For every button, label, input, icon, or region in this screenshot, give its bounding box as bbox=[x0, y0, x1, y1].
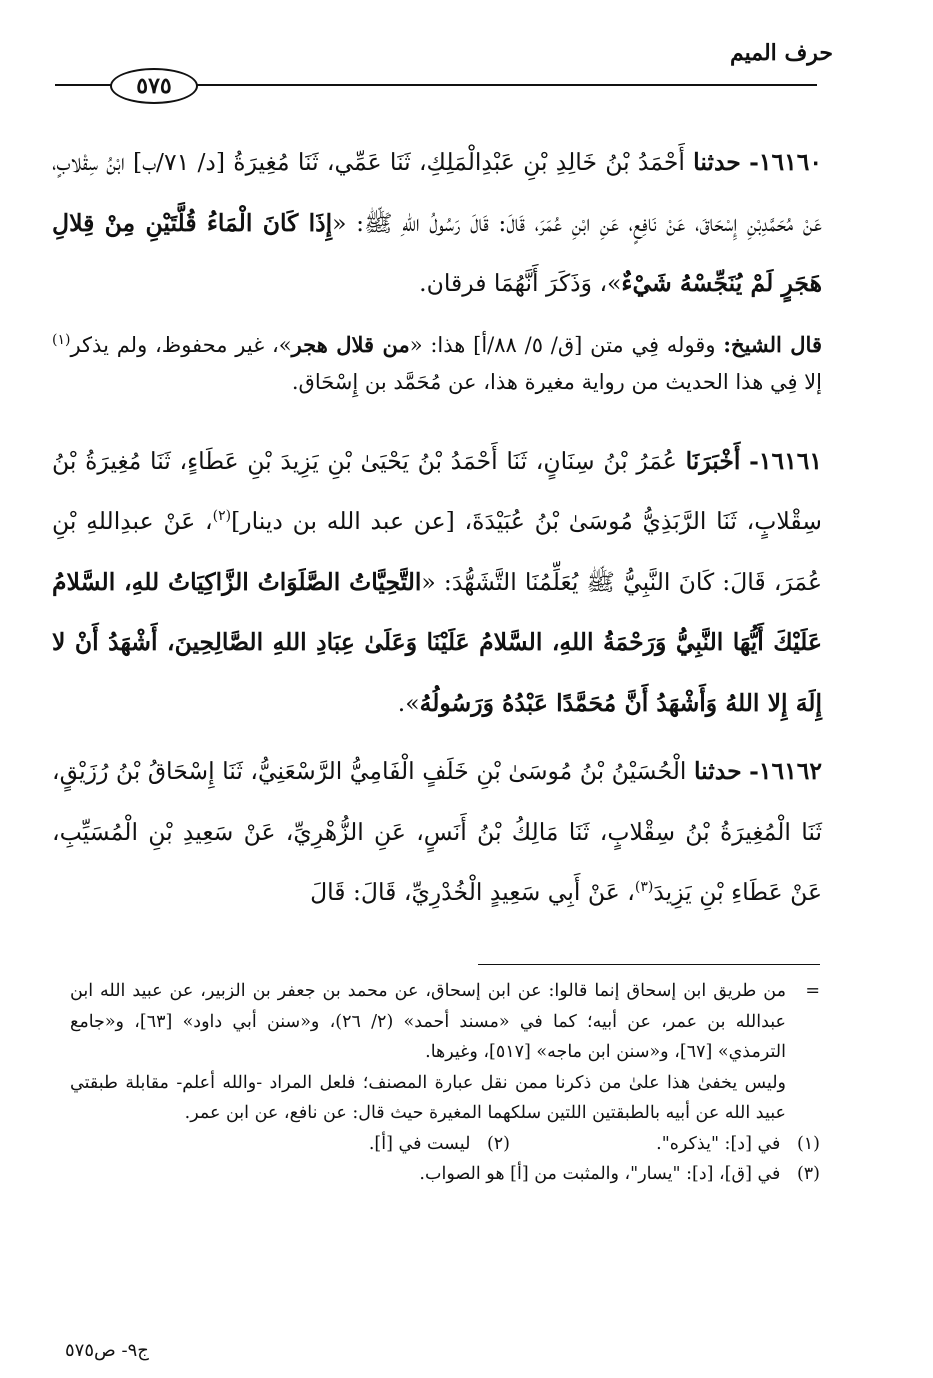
footnote-ref-3[interactable]: (٣) bbox=[634, 879, 654, 896]
hadith-number: ١٦١٦١- bbox=[749, 446, 822, 475]
hadith-number: ١٦١٦٠- bbox=[749, 148, 822, 176]
sheikh-note bbox=[52, 326, 822, 401]
sheikh-label: قال الشيخ: bbox=[723, 331, 822, 357]
running-title: حرف الميم bbox=[729, 40, 833, 66]
footnote-1-text: في [د]: "يذكره". bbox=[656, 1133, 781, 1154]
continuation-mark: = bbox=[805, 981, 820, 1001]
transmission-term: حدثنا bbox=[693, 148, 741, 176]
footnote-1 bbox=[510, 1129, 820, 1160]
page-number-badge: ٥٧٥ bbox=[110, 68, 198, 104]
main-text bbox=[52, 132, 822, 931]
footnotes-1-2 bbox=[70, 1129, 820, 1160]
hadith-16160 bbox=[52, 132, 822, 314]
footnote-3-text: في [ق]، [د]: "يسار"، والمثبت من [أ] هو الصواب. bbox=[419, 1164, 781, 1184]
footnote-1-mark: (١) bbox=[796, 1133, 820, 1154]
footnote-2 bbox=[369, 1129, 510, 1160]
transmission-term: أَخْبَرَنَا bbox=[685, 446, 741, 475]
note-text: وقوله فِي متن [ق/ ٥/ ٨٨/أ] هذا: « bbox=[409, 332, 716, 357]
footnote-rule bbox=[478, 964, 820, 965]
volume-page-reference: ج٩- ص٥٧٥ bbox=[65, 1340, 149, 1361]
hadith-text-end: ». bbox=[397, 688, 420, 717]
note-text-2: »، غير محفوظ، ولم يذكر bbox=[70, 332, 292, 357]
continuation-text-1: من طريق ابن إسحاق إنما قالوا: عن ابن إسحاق، عن محمد بن جعفر بن الزبير، عن عبيد الله ابن عبدالله بن عمر، عن أبيه؛ كما في «مسند أحمد» (٢/ ٢٦)، و«سنن أبي داود» [٦٣]، و«جامع الترمذي» [٦٧]، و«سنن ابن ماجه» [٥١٧]، وغيرها. bbox=[70, 981, 786, 1062]
isnad-text: عُمَرُ بْنُ سِنَانٍ، ثَنَا أَحْمَدُ بْنُ يَحْيَىٰ بْنِ يَزِيدَ بْنِ عَطَاءٍ، ثَنَا مُغِيرَةُ بْنُ سِقْلابٍ، ثَنَا الرَّبَذِيُّ مُوسَىٰ بْنُ عُبَيْدَةَ، [عن عبد الله بن دينار] bbox=[52, 446, 822, 535]
hadith-number: ١٦١٦٢- bbox=[749, 757, 822, 785]
note-quote: من قلال هجر bbox=[291, 331, 410, 357]
isnad-text: الْحُسَيْنُ بْنُ مُوسَىٰ بْنِ خَلَفٍ الْفَامِيُّ الرَّسْعَنِيُّ، ثَنَا إِسْحَاقُ بْنُ رُزَيْقٍ، ثَنَا الْمُغِيرَةُ بْنُ سِقْلابٍ، ثَنَا مَالِكُ بْنُ أَنَسٍ، عَنِ الزُّهْرِيِّ، عَنْ سَعِيدِ بْنِ الْمُسَيِّبِ، عَنْ عَطَاءِ بْنِ يَزِيدَ bbox=[52, 757, 822, 906]
hadith-quote: إِذَا كَانَ الْمَاءُ قُلَّتَيْنِ مِنْ قِلالِ هَجَرٍ لَمْ يُنَجِّسْهُ شَيْءٌ bbox=[52, 208, 822, 297]
note-text-3: إلا فِي هذا الحديث من رواية مغيرة هذا، عن مُحَمَّد بن إِسْحَاق. bbox=[291, 369, 822, 394]
footnote-continuation bbox=[70, 976, 820, 1129]
isnad-text: أَحْمَدُ بْنُ خَالِدِ بْنِ عَبْدِالْمَلِكِ، ثَنَا عَمِّي، ثَنَا مُغِيرَةُ [د/ ٧١/ب] ابْنُ سِقْلابٍ، عَنْ مُحَمَّدِبْنِ إِسْحَاقَ، عَنْ نَافِعٍ، عَنِ ابْنِ عُمَرَ، قَالَ: قَالَ رَسُولُ اللهِ ﷺ: « bbox=[52, 148, 822, 237]
footnote-ref-1[interactable]: (١) bbox=[52, 331, 71, 348]
footnotes bbox=[70, 976, 820, 1190]
footnote-ref-2[interactable]: (٢) bbox=[212, 508, 232, 525]
footnote-3-mark: (٣) bbox=[796, 1164, 820, 1184]
hadith-quote: التَّحِيَّاتُ الصَّلَوَاتُ الزَّاكِيَاتُ للهِ، السَّلامُ عَلَيْكَ أَيُّهَا النَّبِيُّ وَرَحْمَةُ اللهِ، السَّلامُ عَلَيْنَا وَعَلَىٰ عِبَادِ اللهِ الصَّالِحِينَ، أَشْهَدُ أَنْ لا إِلَهَ إِلا اللهُ وَأَشْهَدُ أَنَّ مُحَمَّدًا عَبْدُهُ وَرَسُولُهُ bbox=[52, 567, 822, 717]
hadith-text-end: »، وَذَكَرَ أَنَّهُمَا فرقان. bbox=[419, 269, 622, 297]
continuation-text-2: وليس يخفىٰ هذا علىٰ من ذكرنا ممن نقل عبارة المصنف؛ فلعل المراد -والله أعلم- مقابلة طبقتي عبيد الله عن أبيه بالطبقتين اللتين سلكهما المغيرة حيث قال: عن نافع، عن ابن عمر. bbox=[70, 1072, 786, 1123]
footnote-2-text: ليست في [أ]. bbox=[368, 1133, 471, 1154]
isnad-text-2: ، عَنْ عبدِاللهِ بْنِ عُمَرَ، قَالَ: كَانَ النَّبِيُّ ﷺ يُعَلِّمُنَا التَّشَهُّدَ: « bbox=[52, 507, 822, 596]
footnote-2-mark: (٢) bbox=[486, 1133, 510, 1154]
transmission-term: حدثنا bbox=[693, 757, 742, 785]
isnad-text-2: ، عَنْ أَبِي سَعِيدٍ الْخُدْرِيِّ، قَالَ: قَالَ bbox=[310, 878, 635, 906]
continuation-text bbox=[70, 976, 786, 1129]
hadith-16161 bbox=[52, 431, 822, 734]
footnote-3 bbox=[70, 1159, 820, 1190]
hadith-16162 bbox=[52, 741, 822, 923]
